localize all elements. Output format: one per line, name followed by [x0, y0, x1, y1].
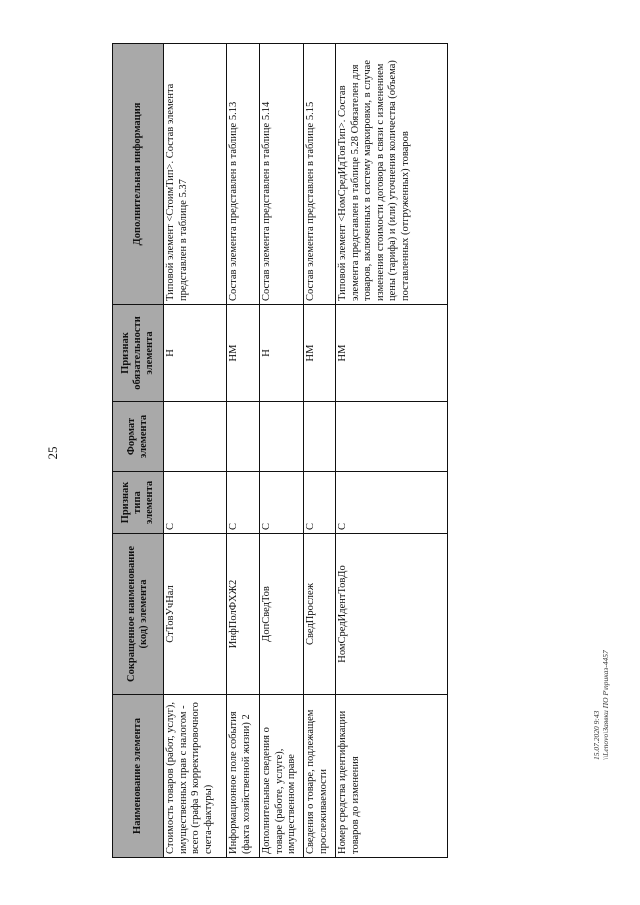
cell-code: НомСредИдентТовДо	[336, 534, 448, 695]
table-header-row	[113, 44, 164, 858]
cell-type: С	[260, 472, 304, 534]
cell-required: Н	[260, 305, 304, 402]
header-cell: Формат элемента	[113, 402, 164, 472]
cell-format	[164, 402, 227, 472]
rotated-table-container	[112, 44, 447, 858]
cell-type: С	[304, 472, 336, 534]
cell-info: Типовой элемент <НомСредИдТовТип>. Состав элемента представлен в таблице 5.28 Обязателен для товаров, включенных в систему маркировки, в случае изменения стоимости договора в связи с изменением цены (тарифа) и (или) уточнения количества (объема) поставленных (отгруженных) товаров	[336, 44, 448, 305]
cell-code: ДопСведТов	[260, 534, 304, 695]
elements-table	[112, 43, 448, 858]
footer-stamp	[592, 560, 622, 760]
header-cell: Признак обязательности элемента	[113, 305, 164, 402]
cell-name: Номер средства идентификации товаров до изменения	[336, 695, 448, 858]
table-row	[164, 44, 227, 858]
header-cell: Сокращенное наименование (код) элемента	[113, 534, 164, 695]
cell-code: СведПрослеж	[304, 534, 336, 695]
cell-format	[336, 402, 448, 472]
cell-type: С	[336, 472, 448, 534]
page-number: 25	[45, 446, 60, 460]
table-row	[304, 44, 336, 858]
cell-format	[227, 402, 260, 472]
cell-name: Сведения о товаре, подлежащем прослеживаемости	[304, 695, 336, 858]
cell-required: НМ	[336, 305, 448, 402]
table-row	[260, 44, 304, 858]
footer-line: 15.07.2020 9:43	[592, 710, 601, 760]
table-row	[227, 44, 260, 858]
footer-line: \\Lenovo\Заявки ПО Р\приказ-4457	[601, 650, 610, 760]
cell-required: НМ	[227, 305, 260, 402]
cell-type: С	[227, 472, 260, 534]
cell-format	[260, 402, 304, 472]
table-row	[336, 44, 448, 858]
cell-format	[304, 402, 336, 472]
cell-type: С	[164, 472, 227, 534]
header-cell: Признак типа элемента	[113, 472, 164, 534]
cell-name: Информационное поле события (факта хозяйственной жизни) 2	[227, 695, 260, 858]
cell-code: СтТовУчНал	[164, 534, 227, 695]
cell-code: ИнфПолФХЖ2	[227, 534, 260, 695]
cell-info: Типовой элемент <СтоимТип>. Состав элемента представлен в таблице 5.37	[164, 44, 227, 305]
cell-info: Состав элемента представлен в таблице 5.15	[304, 44, 336, 305]
header-cell: Дополнительная информация	[113, 44, 164, 305]
cell-name: Стоимость товаров (работ, услуг), имущественных прав с налогом - всего (графа 9 корректировочного счета-фактуры)	[164, 695, 227, 858]
cell-info: Состав элемента представлен в таблице 5.13	[227, 44, 260, 305]
cell-name: Дополнительные сведения о товаре (работе, услуге), имущественном праве	[260, 695, 304, 858]
cell-info: Состав элемента представлен в таблице 5.14	[260, 44, 304, 305]
cell-required: НМ	[304, 305, 336, 402]
header-cell: Наименование элемента	[113, 695, 164, 858]
cell-required: Н	[164, 305, 227, 402]
